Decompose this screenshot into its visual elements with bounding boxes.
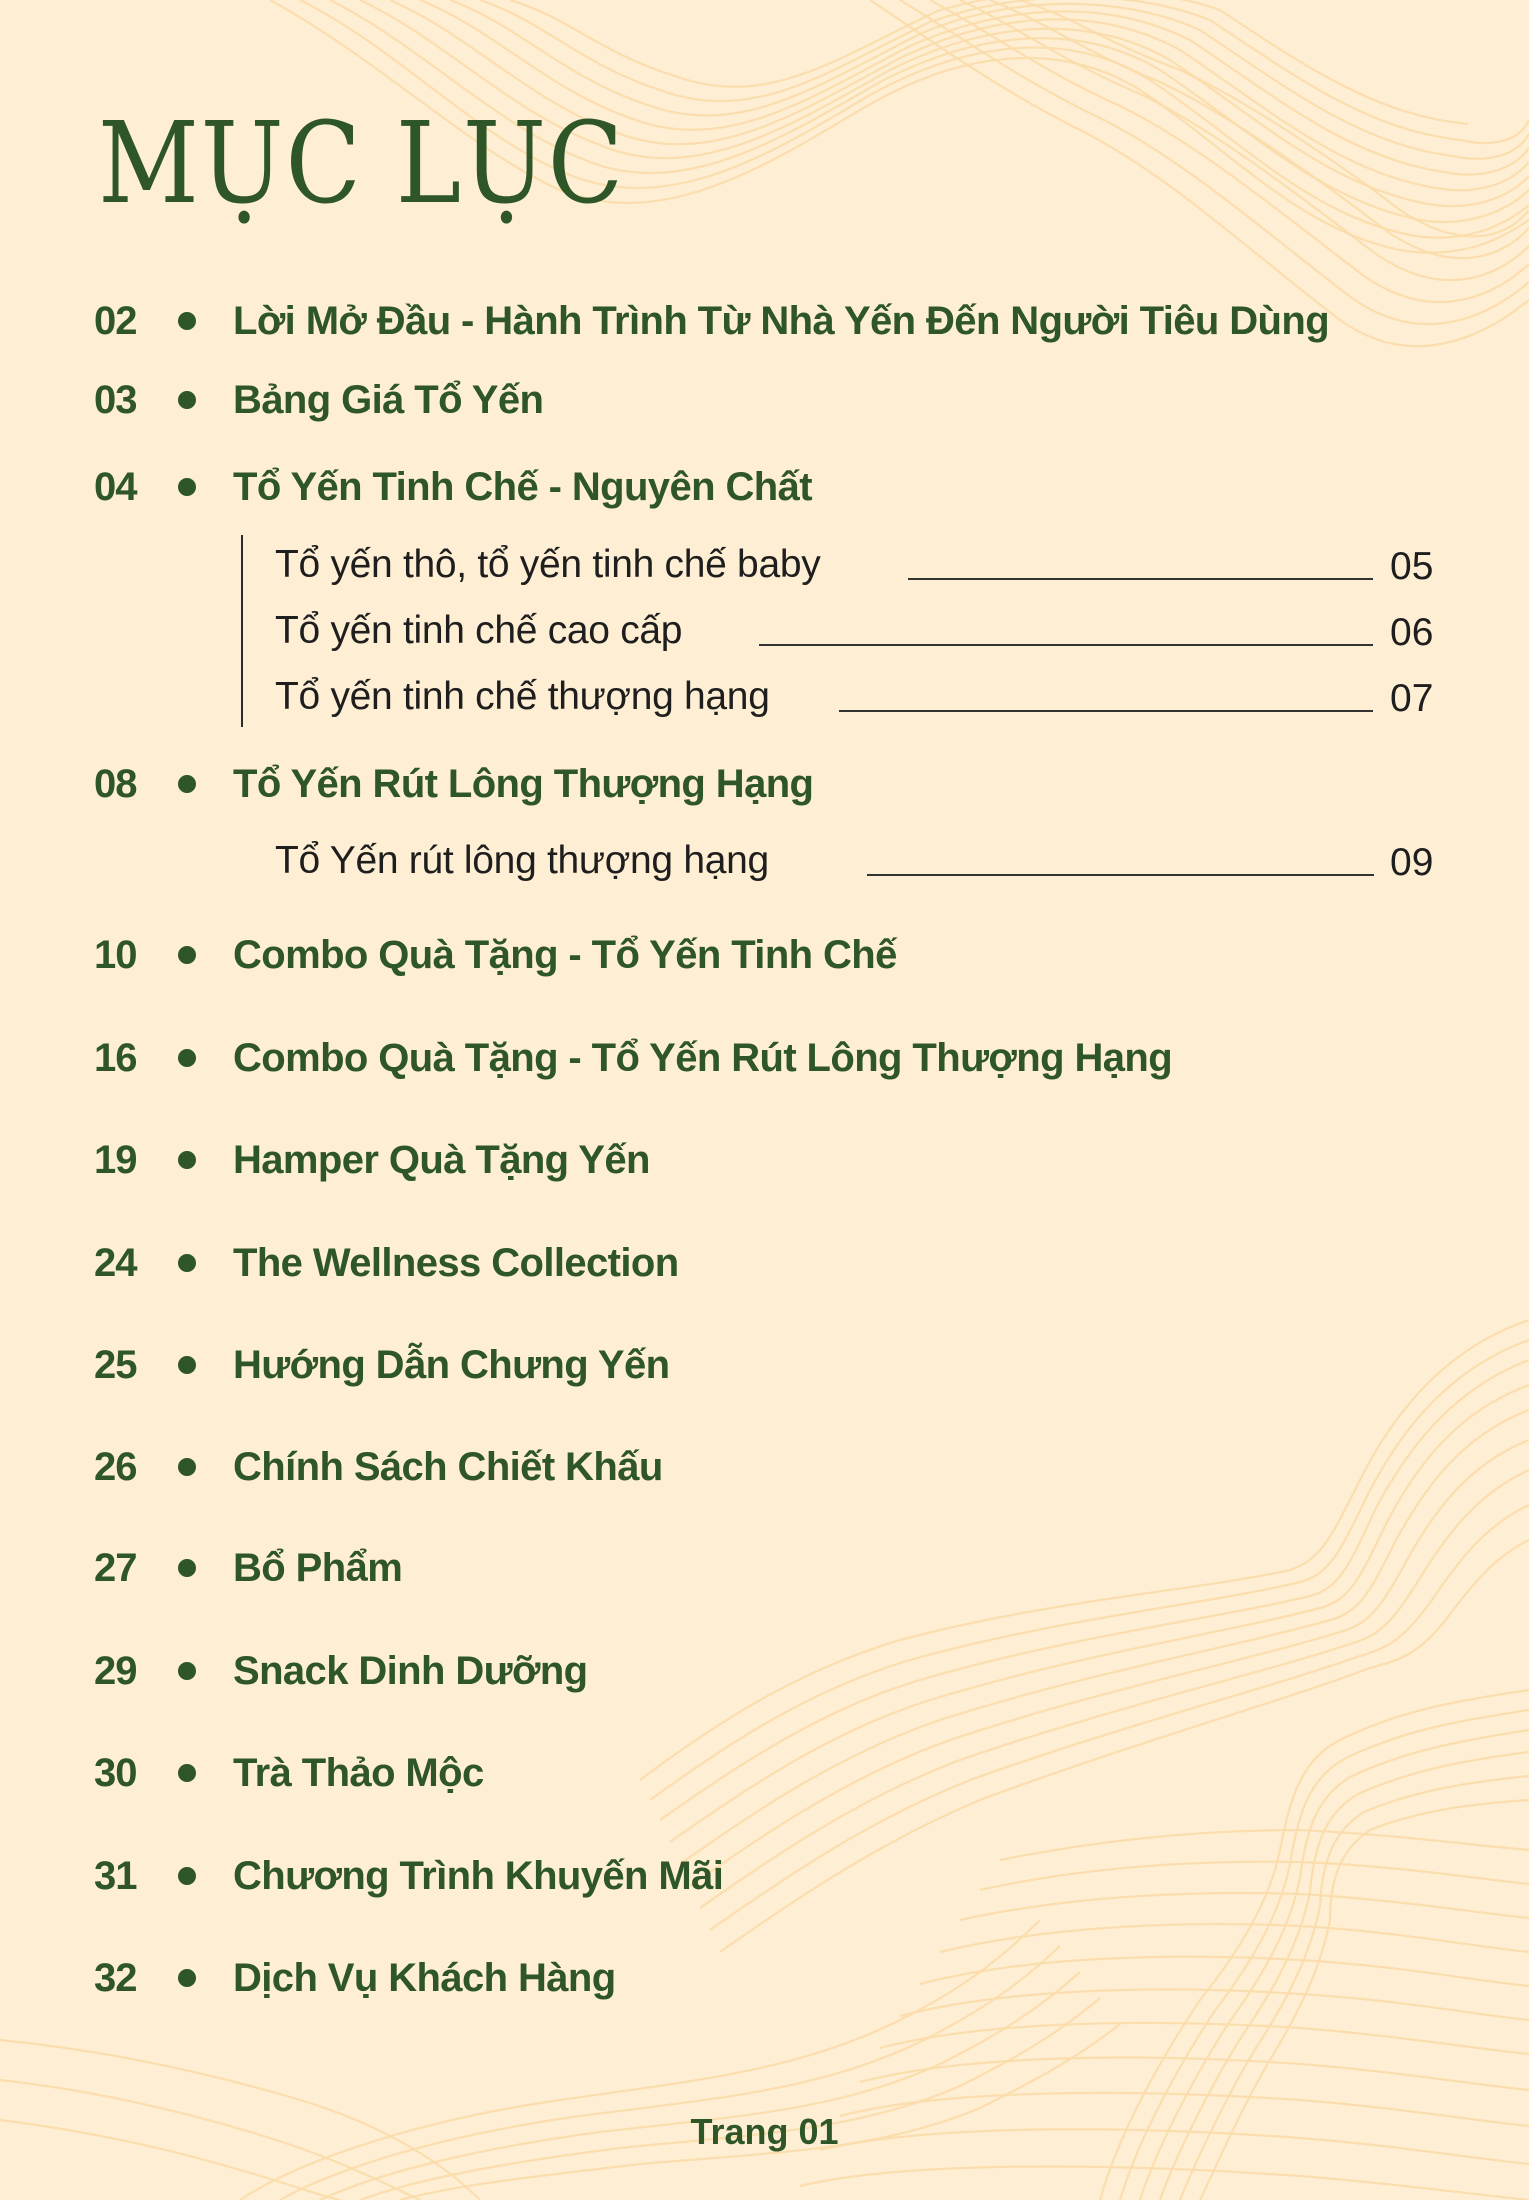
toc-entry-label: Chương Trình Khuyến Mãi [233, 1854, 724, 1898]
toc-entry-label: Combo Quà Tặng - Tổ Yến Tinh Chế [233, 933, 897, 977]
page-title: MỤC LỤC [98, 99, 625, 229]
toc-entry-page: 19 [94, 1138, 137, 1182]
toc-entry-label: Snack Dinh Dưỡng [233, 1649, 588, 1693]
bullet-icon [178, 775, 196, 793]
toc-subentry-label: Tổ yến tinh chế cao cấp [275, 609, 683, 652]
leader-line [867, 874, 1374, 876]
bullet-icon [178, 391, 196, 409]
toc-entry-label: Lời Mở Đầu - Hành Trình Từ Nhà Yến Đến Người Tiêu Dùng [233, 299, 1330, 343]
toc-entry-label: Hamper Quà Tặng Yến [233, 1138, 650, 1182]
toc-entry-page: 31 [94, 1854, 137, 1898]
bullet-icon [178, 1969, 196, 1987]
bullet-icon [178, 1662, 196, 1680]
toc-entry[interactable] [0, 1033, 1529, 1083]
toc-entry-label: Bổ Phẩm [233, 1546, 403, 1590]
toc-subentry[interactable] [0, 540, 1529, 590]
toc-entry[interactable] [0, 375, 1529, 425]
toc-entry-label: Chính Sách Chiết Khấu [233, 1445, 663, 1489]
toc-entry-page: 16 [94, 1036, 137, 1080]
toc-subentry-page: 06 [1390, 611, 1434, 654]
toc-subentry-label: Tổ yến thô, tổ yến tinh chế baby [275, 543, 821, 586]
toc-entry-page: 25 [94, 1343, 137, 1387]
leader-line [759, 644, 1373, 646]
toc-entry[interactable] [0, 930, 1529, 980]
toc-entry-label: Tổ Yến Rút Lông Thượng Hạng [233, 762, 814, 806]
toc-entry[interactable] [0, 1340, 1529, 1390]
toc-entry[interactable] [0, 1238, 1529, 1288]
bullet-icon [178, 1356, 196, 1374]
toc-entry-label: The Wellness Collection [233, 1241, 679, 1285]
toc-entry[interactable] [0, 1748, 1529, 1798]
toc-subentry-label: Tổ Yến rút lông thượng hạng [275, 839, 769, 882]
bullet-icon [178, 946, 196, 964]
bullet-icon [178, 1458, 196, 1476]
toc-entry-page: 10 [94, 933, 137, 977]
toc-entry-page: 03 [94, 378, 137, 422]
page-number-footer: Trang 01 [690, 2111, 839, 2152]
toc-entry-label: Dịch Vụ Khách Hàng [233, 1956, 616, 2000]
toc-entry-page: 04 [94, 465, 137, 509]
bullet-icon [178, 1867, 196, 1885]
toc-entry-page: 29 [94, 1649, 137, 1693]
toc-entry[interactable] [0, 1953, 1529, 2003]
toc-entry-label: Trà Thảo Mộc [233, 1751, 484, 1795]
toc-entry-label: Tổ Yến Tinh Chế - Nguyên Chất [233, 465, 812, 509]
toc-subentry[interactable] [0, 836, 1529, 886]
toc-entry-page: 32 [94, 1956, 137, 2000]
leader-line [908, 578, 1373, 580]
toc-entry[interactable] [0, 1646, 1529, 1696]
toc-subentry-page: 05 [1390, 545, 1434, 588]
toc-entry[interactable] [0, 1851, 1529, 1901]
toc-subentry-page: 09 [1390, 841, 1434, 884]
toc-entry-page: 24 [94, 1241, 137, 1285]
toc-subentry-label: Tổ yến tinh chế thượng hạng [275, 675, 770, 718]
toc-entry[interactable] [0, 1135, 1529, 1185]
bullet-icon [178, 312, 196, 330]
bullet-icon [178, 1559, 196, 1577]
bullet-icon [178, 1049, 196, 1067]
toc-entry[interactable] [0, 1543, 1529, 1593]
toc-entry-label: Hướng Dẫn Chưng Yến [233, 1343, 670, 1387]
toc-entry-page: 30 [94, 1751, 137, 1795]
toc-entry-label: Bảng Giá Tổ Yến [233, 378, 544, 422]
bullet-icon [178, 1254, 196, 1272]
toc-entry[interactable] [0, 759, 1529, 809]
toc-subentry[interactable] [0, 606, 1529, 656]
toc-entry-page: 08 [94, 762, 137, 806]
toc-subentry-page: 07 [1390, 677, 1434, 720]
toc-entry-page: 27 [94, 1546, 137, 1590]
toc-entry[interactable] [0, 296, 1529, 346]
bullet-icon [178, 1764, 196, 1782]
toc-entry[interactable] [0, 462, 1529, 512]
toc-entry[interactable] [0, 1442, 1529, 1492]
toc-entry-page: 26 [94, 1445, 137, 1489]
bullet-icon [178, 1151, 196, 1169]
bullet-icon [178, 478, 196, 496]
toc-entry-page: 02 [94, 299, 137, 343]
toc-subentry[interactable] [0, 672, 1529, 722]
toc-entry-label: Combo Quà Tặng - Tổ Yến Rút Lông Thượng Hạng [233, 1036, 1173, 1080]
leader-line [839, 710, 1373, 712]
